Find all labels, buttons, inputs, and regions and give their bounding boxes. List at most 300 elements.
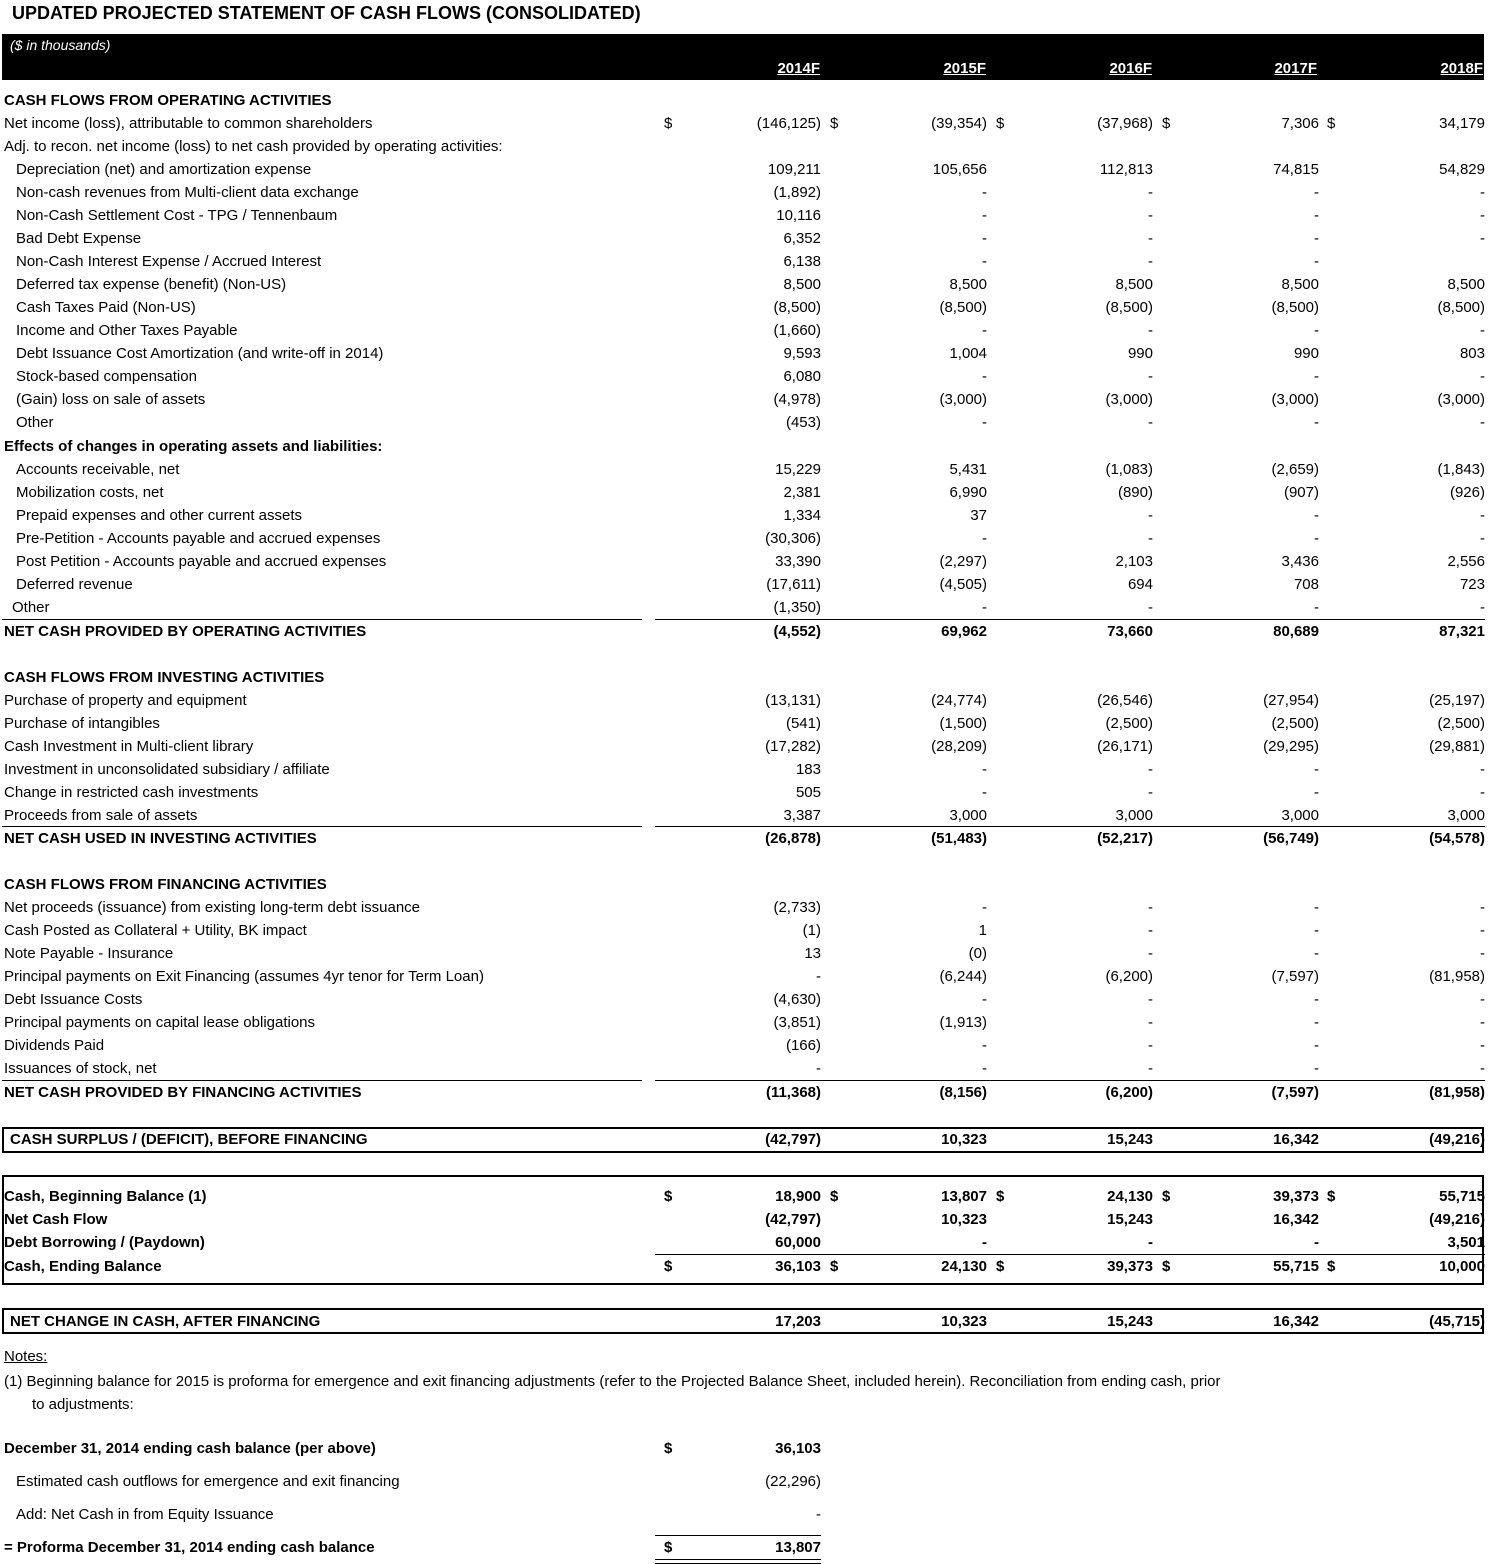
row-value: -: [1314, 230, 1319, 247]
table-row: [0, 204, 1500, 227]
currency-symbol: $: [1162, 115, 1171, 132]
row-value: -: [1480, 599, 1485, 616]
row-value: 37: [970, 507, 987, 524]
row-value: -: [1480, 991, 1485, 1008]
row-value: 2,381: [783, 484, 821, 501]
table-row: [0, 342, 1500, 365]
row-value: -: [982, 899, 987, 916]
row-label: NET CHANGE IN CASH, AFTER FINANCING: [10, 1313, 321, 1330]
row-value: -: [1314, 322, 1319, 339]
row-value: (2,659): [1271, 461, 1319, 478]
table-row: [0, 250, 1500, 273]
recon-row: [0, 1536, 1500, 1559]
total-row: [0, 827, 1500, 850]
row-value: (81,958): [1429, 1084, 1485, 1101]
row-label: Prepaid expenses and other current assets: [16, 507, 303, 524]
row-value: (4,978): [773, 391, 821, 408]
table-row: [0, 965, 1500, 988]
row-value: -: [982, 599, 987, 616]
row-value: (37,968): [1097, 115, 1153, 132]
currency-symbol: $: [1327, 115, 1336, 132]
row-label: Add: Net Cash in from Equity Issuance: [16, 1506, 274, 1523]
row-label: CASH FLOWS FROM INVESTING ACTIVITIES: [4, 669, 325, 686]
subsection-heading: [0, 435, 1500, 458]
table-row: [0, 181, 1500, 204]
row-label: = Proforma December 31, 2014 ending cash balance: [4, 1539, 375, 1556]
row-value: 10,323: [941, 1313, 987, 1330]
row-label: Non-cash revenues from Multi-client data exchange: [16, 184, 359, 201]
row-value: -: [1314, 368, 1319, 385]
row-value: -: [1314, 507, 1319, 524]
row-value: (890): [1117, 484, 1153, 501]
table-row: [0, 112, 1500, 135]
row-value: 13,807: [775, 1539, 821, 1556]
row-value: 16,342: [1273, 1131, 1319, 1148]
currency-symbol: $: [996, 115, 1005, 132]
subsection-heading: [0, 135, 1500, 158]
row-value: -: [816, 968, 821, 985]
row-label: Effects of changes in operating assets and liabilities:: [4, 438, 383, 455]
row-label: Cash Posted as Collateral + Utility, BK impact: [4, 922, 307, 939]
row-value: -: [1480, 922, 1485, 939]
row-value: (166): [785, 1037, 821, 1054]
row-value: -: [1480, 230, 1485, 247]
currency-symbol: $: [664, 115, 673, 132]
row-value: 15,243: [1107, 1313, 1153, 1330]
row-value: -: [1314, 1037, 1319, 1054]
row-value: 6,352: [783, 230, 821, 247]
recon-row: [0, 1503, 1500, 1526]
row-value: -: [1314, 899, 1319, 916]
row-value: 15,243: [1107, 1211, 1153, 1228]
row-value: -: [816, 1506, 821, 1523]
row-label: Deferred tax expense (benefit) (Non-US): [16, 276, 287, 293]
row-value: (26,546): [1097, 692, 1153, 709]
row-value: -: [1314, 784, 1319, 801]
row-label: NET CASH PROVIDED BY FINANCING ACTIVITIES: [4, 1084, 362, 1101]
row-label: Other: [12, 599, 50, 616]
table-row: [0, 1255, 1500, 1278]
year-header: 2015F: [943, 60, 986, 77]
row-value: (42,797): [765, 1131, 821, 1148]
row-value: 3,000: [1115, 807, 1153, 824]
row-label: Cash, Beginning Balance (1): [4, 1188, 207, 1205]
row-label: Income and Other Taxes Payable: [16, 322, 238, 339]
year-header: 2017F: [1274, 60, 1317, 77]
row-value: 1,004: [949, 345, 987, 362]
row-value: (11,368): [765, 1084, 821, 1101]
row-value: -: [1148, 991, 1153, 1008]
row-value: (28,209): [931, 738, 987, 755]
row-value: 10,000: [1439, 1258, 1485, 1275]
table-row: [0, 758, 1500, 781]
row-value: (8,500): [773, 299, 821, 316]
row-value: 112,813: [1099, 161, 1153, 178]
row-value: 74,815: [1273, 161, 1319, 178]
row-value: 39,373: [1107, 1258, 1153, 1275]
row-value: (6,200): [1105, 968, 1153, 985]
row-value: 73,660: [1107, 623, 1153, 640]
row-label: Cash Taxes Paid (Non-US): [16, 299, 196, 316]
row-value: (8,500): [1105, 299, 1153, 316]
row-value: 5,431: [949, 461, 987, 478]
row-value: (13,131): [765, 692, 821, 709]
row-value: -: [1148, 414, 1153, 431]
currency-symbol: $: [664, 1539, 673, 1556]
row-value: -: [1148, 507, 1153, 524]
table-row: [0, 1011, 1500, 1034]
row-label: Debt Borrowing / (Paydown): [4, 1234, 205, 1251]
row-value: (45,715): [1429, 1313, 1485, 1330]
currency-symbol: $: [664, 1440, 673, 1457]
table-row: [0, 527, 1500, 550]
row-value: -: [1314, 761, 1319, 778]
row-value: 69,962: [941, 623, 987, 640]
table-row: [0, 273, 1500, 296]
note-text: [4, 1370, 1294, 1416]
row-value: (3,851): [773, 1014, 821, 1031]
row-label: Mobilization costs, net: [16, 484, 164, 501]
row-value: -: [982, 207, 987, 224]
row-value: (29,881): [1429, 738, 1485, 755]
row-value: 34,179: [1439, 115, 1485, 132]
row-value: -: [1148, 230, 1153, 247]
row-value: -: [1148, 253, 1153, 270]
row-label: Non-Cash Settlement Cost - TPG / Tennenbaum: [16, 207, 338, 224]
row-value: (1,843): [1437, 461, 1485, 478]
row-value: 87,321: [1439, 623, 1485, 640]
row-value: 505: [795, 784, 821, 801]
row-value: (22,296): [765, 1473, 821, 1490]
table-row: [0, 458, 1500, 481]
row-value: 8,500: [949, 276, 987, 293]
table-row: [0, 573, 1500, 596]
row-value: -: [1480, 899, 1485, 916]
row-label: CASH SURPLUS / (DEFICIT), BEFORE FINANCING: [10, 1131, 368, 1148]
row-label: Issuances of stock, net: [4, 1060, 157, 1077]
row-value: 39,373: [1273, 1188, 1319, 1205]
row-value: (27,954): [1263, 692, 1319, 709]
row-value: 694: [1127, 576, 1153, 593]
row-value: (1,350): [773, 599, 821, 616]
row-value: (8,500): [1437, 299, 1485, 316]
row-value: 54,829: [1439, 161, 1485, 178]
row-value: (49,216): [1429, 1211, 1485, 1228]
row-value: -: [982, 230, 987, 247]
row-value: 6,080: [783, 368, 821, 385]
row-value: (926): [1449, 484, 1485, 501]
row-value: -: [982, 991, 987, 1008]
row-value: -: [1480, 1014, 1485, 1031]
row-value: (1,500): [939, 715, 987, 732]
row-value: -: [982, 368, 987, 385]
row-value: 1,334: [783, 507, 821, 524]
row-value: -: [1480, 1037, 1485, 1054]
row-label: CASH FLOWS FROM FINANCING ACTIVITIES: [4, 876, 327, 893]
row-value: 3,387: [783, 807, 821, 824]
row-value: (907): [1283, 484, 1319, 501]
row-value: 13: [804, 945, 821, 962]
row-value: -: [1480, 507, 1485, 524]
row-value: -: [1148, 922, 1153, 939]
table-row: [0, 1231, 1500, 1254]
row-label: Pre-Petition - Accounts payable and accrued expenses: [16, 530, 381, 547]
currency-symbol: $: [996, 1188, 1005, 1205]
table-row: [0, 896, 1500, 919]
row-value: 7,306: [1281, 115, 1319, 132]
row-value: (8,500): [1271, 299, 1319, 316]
row-value: 8,500: [1447, 276, 1485, 293]
row-value: -: [1480, 184, 1485, 201]
row-value: 6,990: [949, 484, 987, 501]
row-value: (52,217): [1097, 830, 1153, 847]
row-value: 60,000: [775, 1234, 821, 1251]
row-value: 990: [1293, 345, 1319, 362]
row-value: 16,342: [1273, 1211, 1319, 1228]
note-line: to adjustments:: [32, 1396, 134, 1413]
table-row: [0, 550, 1500, 573]
row-value: 10,116: [776, 207, 821, 224]
row-value: (17,282): [765, 738, 821, 755]
row-value: 10,323: [941, 1211, 987, 1228]
row-value: (7,597): [1271, 968, 1319, 985]
row-value: 3,436: [1281, 553, 1319, 570]
row-value: -: [1148, 784, 1153, 801]
row-value: -: [982, 322, 987, 339]
row-value: 8,500: [1281, 276, 1319, 293]
row-value: (1,892): [773, 184, 821, 201]
section-heading: [0, 666, 1500, 689]
note-line: (1) Beginning balance for 2015 is proforma for emergence and exit financing adjustments (refer to the Projected Balance Sheet, included herein). Reconciliation from ending cash, prior: [4, 1373, 1221, 1390]
row-value: -: [982, 414, 987, 431]
row-label: CASH FLOWS FROM OPERATING ACTIVITIES: [4, 92, 332, 109]
row-label: Net proceeds (issuance) from existing long-term debt issuance: [4, 899, 421, 916]
row-label: Deferred revenue: [16, 576, 133, 593]
row-label: Principal payments on Exit Financing (assumes 4yr tenor for Term Loan): [4, 968, 484, 985]
row-value: -: [1148, 1014, 1153, 1031]
row-value: (1,913): [939, 1014, 987, 1031]
row-value: -: [1148, 761, 1153, 778]
table-header: [2, 34, 1484, 80]
currency-symbol: $: [830, 1258, 839, 1275]
row-label: Estimated cash outflows for emergence and exit financing: [16, 1473, 400, 1490]
row-label: Dividends Paid: [4, 1037, 105, 1054]
row-value: -: [982, 784, 987, 801]
row-value: -: [1148, 184, 1153, 201]
currency-symbol: $: [1162, 1258, 1171, 1275]
row-value: 18,900: [775, 1188, 821, 1205]
row-label: NET CASH PROVIDED BY OPERATING ACTIVITIES: [4, 623, 367, 640]
row-label: NET CASH USED IN INVESTING ACTIVITIES: [4, 830, 317, 847]
row-value: -: [982, 761, 987, 778]
row-value: -: [1314, 1234, 1319, 1251]
table-row: [0, 227, 1500, 250]
row-value: (1): [802, 922, 821, 939]
row-value: 708: [1293, 576, 1319, 593]
table-row: [0, 319, 1500, 342]
row-label: Depreciation (net) and amortization expense: [16, 161, 312, 178]
row-label: Other: [16, 414, 54, 431]
table-row: [0, 1034, 1500, 1057]
row-value: (2,733): [773, 899, 821, 916]
row-label: Purchase of property and equipment: [4, 692, 247, 709]
row-value: (3,000): [939, 391, 987, 408]
row-label: Cash, Ending Balance: [4, 1258, 162, 1275]
row-value: (8,156): [939, 1084, 987, 1101]
table-row: [0, 1185, 1500, 1208]
year-header: 2018F: [1440, 60, 1483, 77]
row-value: -: [1148, 368, 1153, 385]
net-change-row: [0, 1310, 1500, 1333]
table-row: [0, 504, 1500, 527]
row-value: 24,130: [1107, 1188, 1153, 1205]
row-value: (56,749): [1263, 830, 1319, 847]
row-value: 17,203: [775, 1313, 821, 1330]
row-value: (2,500): [1437, 715, 1485, 732]
row-value: -: [1480, 945, 1485, 962]
row-value: (51,483): [931, 830, 987, 847]
row-value: (2,500): [1271, 715, 1319, 732]
row-value: -: [1480, 784, 1485, 801]
row-value: 36,103: [775, 1258, 821, 1275]
rule-line: [655, 1535, 821, 1536]
row-value: -: [816, 1060, 821, 1077]
row-value: (3,000): [1105, 391, 1153, 408]
row-value: -: [1314, 991, 1319, 1008]
table-row: [0, 988, 1500, 1011]
row-value: -: [1480, 322, 1485, 339]
currency-symbol: $: [1327, 1258, 1336, 1275]
page-title: UPDATED PROJECTED STATEMENT OF CASH FLOWS (CONSOLIDATED): [12, 3, 641, 23]
row-label: Investment in unconsolidated subsidiary / affiliate: [4, 761, 330, 778]
row-value: -: [1314, 1014, 1319, 1031]
row-label: Post Petition - Accounts payable and accrued expenses: [16, 553, 387, 570]
row-value: (49,216): [1429, 1131, 1485, 1148]
row-value: -: [1314, 414, 1319, 431]
row-value: (453): [785, 414, 821, 431]
table-row: [0, 735, 1500, 758]
row-label: December 31, 2014 ending cash balance (per above): [4, 1440, 376, 1457]
row-value: -: [1314, 530, 1319, 547]
row-value: -: [1148, 599, 1153, 616]
table-row: [0, 1208, 1500, 1231]
row-value: 3,000: [1281, 807, 1319, 824]
double-rule-line: [655, 1559, 821, 1564]
row-label: (Gain) loss on sale of assets: [16, 391, 206, 408]
total-row: [0, 1081, 1500, 1104]
row-value: 3,000: [949, 807, 987, 824]
row-value: -: [982, 1060, 987, 1077]
year-header: 2016F: [1109, 60, 1152, 77]
row-value: -: [982, 530, 987, 547]
row-value: -: [1480, 207, 1485, 224]
table-row: [0, 919, 1500, 942]
row-value: 10,323: [941, 1131, 987, 1148]
table-row: [0, 481, 1500, 504]
row-label: Debt Issuance Costs: [4, 991, 143, 1008]
row-value: -: [1480, 530, 1485, 547]
row-value: 6,138: [783, 253, 821, 270]
row-value: -: [1480, 414, 1485, 431]
row-value: (4,630): [773, 991, 821, 1008]
row-value: -: [1148, 207, 1153, 224]
currency-symbol: $: [830, 115, 839, 132]
section-heading: [0, 873, 1500, 896]
row-value: (1,083): [1105, 461, 1153, 478]
row-value: (17,611): [766, 576, 821, 593]
row-value: 2,103: [1115, 553, 1153, 570]
row-label: Purchase of intangibles: [4, 715, 160, 732]
row-value: 109,211: [767, 161, 821, 178]
table-row: [0, 942, 1500, 965]
table-row: [0, 411, 1500, 434]
row-value: (3,000): [1437, 391, 1485, 408]
table-row: [0, 712, 1500, 735]
row-value: (39,354): [931, 115, 987, 132]
row-label: Net Cash Flow: [4, 1211, 108, 1228]
table-row: [0, 781, 1500, 804]
row-value: -: [982, 253, 987, 270]
row-value: (81,958): [1429, 968, 1485, 985]
currency-symbol: $: [996, 1258, 1005, 1275]
row-value: (1,660): [773, 322, 821, 339]
row-value: 33,390: [775, 553, 821, 570]
row-value: -: [1314, 922, 1319, 939]
row-value: -: [1148, 530, 1153, 547]
row-value: 3,000: [1447, 807, 1485, 824]
row-value: 36,103: [775, 1440, 821, 1457]
row-value: (2,500): [1105, 715, 1153, 732]
row-value: -: [982, 1037, 987, 1054]
row-value: -: [1480, 1060, 1485, 1077]
row-label: Debt Issuance Cost Amortization (and write-off in 2014): [16, 345, 384, 362]
row-label: Principal payments on capital lease obligations: [4, 1014, 316, 1031]
row-value: (26,878): [765, 830, 821, 847]
row-value: -: [982, 1234, 987, 1251]
row-value: -: [1148, 899, 1153, 916]
notes-heading: Notes:: [4, 1348, 48, 1365]
row-label: Net income (loss), attributable to common shareholders: [4, 115, 373, 132]
row-label: Cash Investment in Multi-client library: [4, 738, 254, 755]
row-value: -: [1148, 945, 1153, 962]
row-value: -: [1480, 761, 1485, 778]
currency-symbol: $: [664, 1258, 673, 1275]
row-value: (30,306): [765, 530, 821, 547]
currency-symbol: $: [1327, 1188, 1336, 1205]
section-heading: [0, 89, 1500, 112]
row-value: 55,715: [1273, 1258, 1319, 1275]
row-label: Note Payable - Insurance: [4, 945, 174, 962]
surplus-row: [0, 1128, 1500, 1151]
row-value: (6,200): [1105, 1084, 1153, 1101]
row-value: 8,500: [1115, 276, 1153, 293]
row-value: 55,715: [1439, 1188, 1485, 1205]
row-label: Non-Cash Interest Expense / Accrued Interest: [16, 253, 322, 270]
row-label: Accounts receivable, net: [16, 461, 180, 478]
row-label: Proceeds from sale of assets: [4, 807, 198, 824]
units-label: ($ in thousands): [10, 37, 111, 53]
row-value: -: [1314, 1060, 1319, 1077]
row-label: Stock-based compensation: [16, 368, 197, 385]
row-value: 24,130: [941, 1258, 987, 1275]
currency-symbol: $: [1162, 1188, 1171, 1205]
row-label: Adj. to recon. net income (loss) to net cash provided by operating activities:: [4, 138, 503, 155]
row-value: 2,556: [1447, 553, 1485, 570]
recon-row: [0, 1470, 1500, 1493]
total-row: [0, 620, 1500, 643]
row-value: -: [1148, 1037, 1153, 1054]
row-value: -: [1148, 322, 1153, 339]
